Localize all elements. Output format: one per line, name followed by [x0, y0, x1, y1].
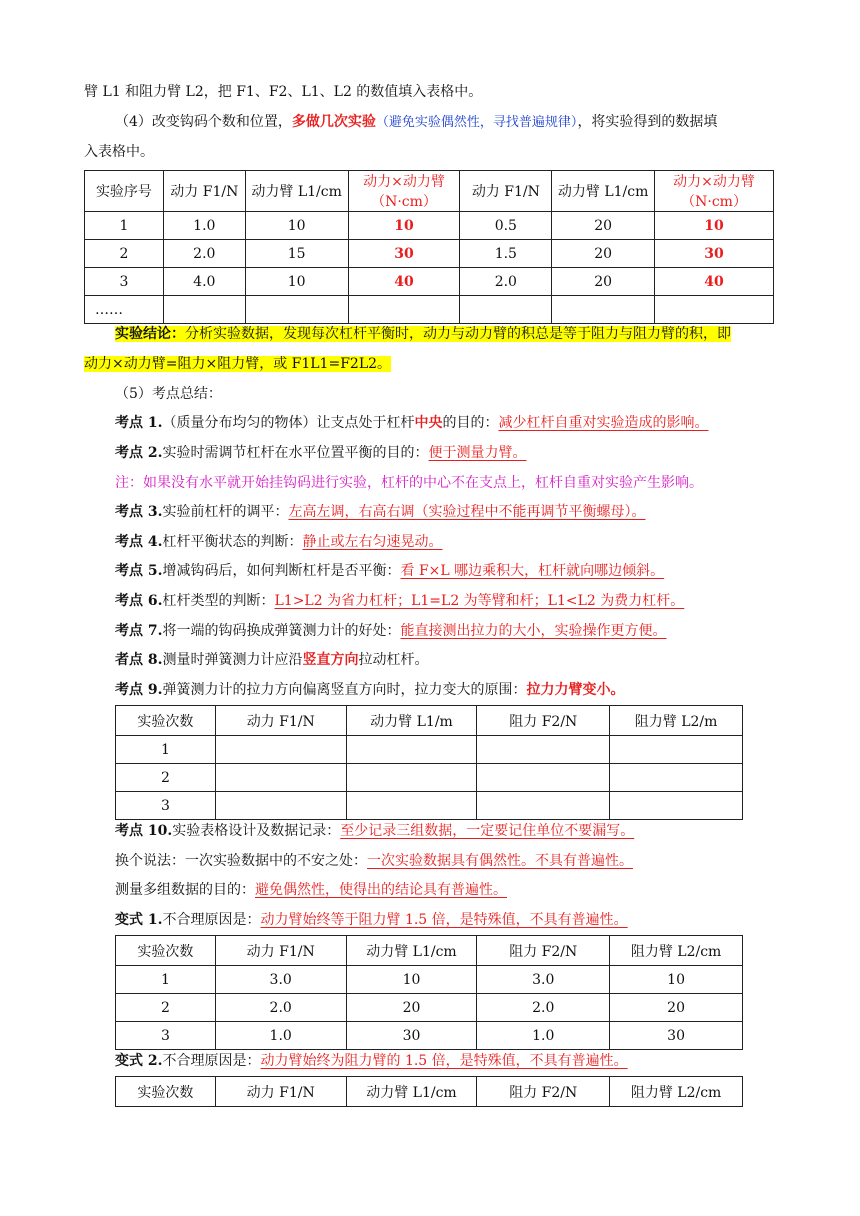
table-cell: 4.0 [163, 268, 245, 296]
table-cell: 30 [346, 1022, 477, 1050]
table-cell: 20 [552, 268, 655, 296]
point-2: 考点 2.实验时需调节杠杆在水平位置平衡的目的：便于测量力臂。 [115, 445, 527, 461]
table-header-row [116, 1077, 743, 1107]
table-header-cell: 动力 F1/N [215, 1077, 346, 1107]
table-row [116, 994, 743, 1022]
table-cell [552, 296, 655, 324]
table-cell [215, 792, 346, 820]
table-cell [477, 792, 610, 820]
note-line: 注：如果没有水平就开始挂钩码进行实验，杠杆的中心不在支点上，杠杆自重对实验产生影响。 [115, 475, 703, 491]
table-header-row [85, 171, 774, 212]
table-header-cell: 动力×动力臂（N·cm） [655, 171, 774, 212]
point-1: 考点 1.（质量分布均匀的物体）让支点处于杠杆中央的目的：减少杠杆自重对实验造成的影响。 [115, 415, 709, 431]
table-cell: 10 [348, 212, 460, 240]
point-10: 考点 10.实验表格设计及数据记录：至少记录三组数据，一定要记住单位不要漏写。 [115, 823, 635, 839]
table-row [116, 1022, 743, 1050]
table-cell: 1.0 [477, 1022, 610, 1050]
table-cell [477, 764, 610, 792]
table-header-cell: 动力×动力臂（N·cm） [348, 171, 460, 212]
table-header-cell: 动力臂 L1/m [346, 706, 477, 736]
table-cell: 2.0 [215, 994, 346, 1022]
table-cell: 20 [610, 994, 743, 1022]
table-cell: 30 [655, 240, 774, 268]
table-cell: 3 [116, 792, 216, 820]
intro-paragraph-1: 臂 L1 和阻力臂 L2，把 F1、F2、L1、L2 的数值填入表格中。 [84, 84, 483, 100]
table-cell: 2.0 [460, 268, 552, 296]
table-header-cell: 阻力臂 L2/cm [610, 1077, 743, 1107]
table-cell [215, 764, 346, 792]
data-table-2 [115, 705, 743, 820]
multi-data-purpose: 测量多组数据的目的：避免偶然性，使得出的结论具有普遍性。 [115, 882, 507, 898]
intro-paragraph-2: （4）改变钩码个数和位置，多做几次实验（避免实验偶然性，寻找普遍规律），将实验得到的数据填 [115, 114, 718, 130]
table-header-cell: 阻力臂 L2/cm [610, 936, 743, 966]
table-cell [460, 296, 552, 324]
table-cell [610, 792, 743, 820]
table-cell: 10 [245, 268, 348, 296]
table-header-cell: 动力 F1/N [460, 171, 552, 212]
table-cell: 2 [116, 994, 216, 1022]
table-cell [610, 736, 743, 764]
table-row [85, 268, 774, 296]
table-cell [610, 764, 743, 792]
table-cell [215, 736, 346, 764]
table-header-cell: 实验序号 [85, 171, 164, 212]
variant-2: 变式 2.不合理原因是：动力臂始终为阻力臂的 1.5 倍，是特殊值，不具有普遍性。 [115, 1053, 628, 1069]
data-table-4 [115, 1076, 743, 1107]
table-header-cell: 实验次数 [116, 706, 216, 736]
point-7: 考点 7.将一端的钩码换成弹簧测力计的好处：能直接测出拉力的大小，实验操作更方便。 [115, 623, 667, 639]
table-cell: 20 [552, 240, 655, 268]
table-cell: 2 [116, 764, 216, 792]
point-8: 者点 8.测量时弹簧测力计应沿竖直方向拉动杠杆。 [115, 652, 429, 668]
variant-1: 变式 1.不合理原因是：动力臂始终等于阻力臂 1.5 倍，是特殊值，不具有普遍性。 [115, 912, 628, 928]
point-6: 考点 6.杠杆类型的判断：L1>L2 为省力杠杆；L1=L2 为等臂和杆；L1<L2 为费力杠杆。 [115, 593, 685, 609]
table-cell: 10 [245, 212, 348, 240]
table-row [116, 966, 743, 994]
table-row [85, 296, 774, 324]
table-row [85, 240, 774, 268]
table-row [116, 736, 743, 764]
point-4: 考点 4.杠杆平衡状态的判断：静止或左右匀速晃动。 [115, 534, 443, 550]
table-header-cell: 动力臂 L1/cm [346, 1077, 477, 1107]
table-cell [348, 296, 460, 324]
table-cell: …… [85, 296, 164, 324]
table-cell: 2.0 [163, 240, 245, 268]
table-cell: 0.5 [460, 212, 552, 240]
table-cell: 1.0 [163, 212, 245, 240]
point-5: 考点 5.增减钩码后，如何判断杠杆是否平衡：看 F×L 哪边乘积大，杠杆就向哪边倾斜。 [115, 563, 665, 579]
table-header-cell: 阻力 F2/N [477, 706, 610, 736]
table-cell: 20 [552, 212, 655, 240]
table-cell: 10 [346, 966, 477, 994]
table-cell: 20 [346, 994, 477, 1022]
conclusion-line-2: 动力×动力臂=阻力×阻力臂，或 F1L1=F2L2。 [84, 356, 392, 372]
summary-title: （5）考点总结： [115, 386, 222, 402]
table-cell [245, 296, 348, 324]
table-cell: 2 [85, 240, 164, 268]
table-cell: 2.0 [477, 994, 610, 1022]
table-cell: 1.5 [460, 240, 552, 268]
table-cell: 40 [655, 268, 774, 296]
table-cell: 3 [116, 1022, 216, 1050]
table-cell: 1.0 [215, 1022, 346, 1050]
point-9: 考点 9.弹簧测力计的拉力方向偏离竖直方向时，拉力变大的原围：拉力力臂变小。 [115, 682, 625, 698]
table-cell [346, 764, 477, 792]
table-cell: 10 [610, 966, 743, 994]
data-table-1 [84, 170, 774, 324]
table-header-cell: 实验次数 [116, 936, 216, 966]
table-cell: 30 [348, 240, 460, 268]
table-cell: 15 [245, 240, 348, 268]
table-cell: 1 [85, 212, 164, 240]
table-cell: 1 [116, 736, 216, 764]
table-row [116, 792, 743, 820]
table-cell [477, 736, 610, 764]
table-header-cell: 阻力 F2/N [477, 936, 610, 966]
table-cell: 10 [655, 212, 774, 240]
alt-statement: 换个说法：一次实验数据中的不安之处：一次实验数据具有偶然性。不具有普遍性。 [115, 853, 633, 869]
table-header-cell: 动力 F1/N [215, 936, 346, 966]
table-cell: 3 [85, 268, 164, 296]
table-header-cell: 实验次数 [116, 1077, 216, 1107]
table-cell: 30 [610, 1022, 743, 1050]
table-cell: 3.0 [215, 966, 346, 994]
table-header-cell: 阻力 F2/N [477, 1077, 610, 1107]
table-cell: 3.0 [477, 966, 610, 994]
point-3: 考点 3.实验前杠杆的调平：左高左调，右高右调（实验过程中不能再调节平衡螺母）。 [115, 504, 646, 520]
table-header-cell: 动力臂 L1/cm [245, 171, 348, 212]
table-cell [346, 792, 477, 820]
table-header-cell: 动力臂 L1/cm [552, 171, 655, 212]
table-row [85, 212, 774, 240]
table-cell: 1 [116, 966, 216, 994]
table-cell [346, 736, 477, 764]
table-header-row [116, 936, 743, 966]
table-row [116, 764, 743, 792]
table-header-cell: 阻力臂 L2/m [610, 706, 743, 736]
table-header-row [116, 706, 743, 736]
table-cell [163, 296, 245, 324]
table-cell: 40 [348, 268, 460, 296]
intro-paragraph-2-cont: 入表格中。 [84, 144, 154, 160]
table-header-cell: 动力 F1/N [215, 706, 346, 736]
table-cell [655, 296, 774, 324]
conclusion-line-1: 实验结论：分析实验数据，发现每次杠杆平衡时，动力与动力臂的积总是等于阻力与阻力臂的积，即 [115, 326, 731, 342]
table-header-cell: 动力臂 L1/cm [346, 936, 477, 966]
table-header-cell: 动力 F1/N [163, 171, 245, 212]
data-table-3 [115, 935, 743, 1050]
